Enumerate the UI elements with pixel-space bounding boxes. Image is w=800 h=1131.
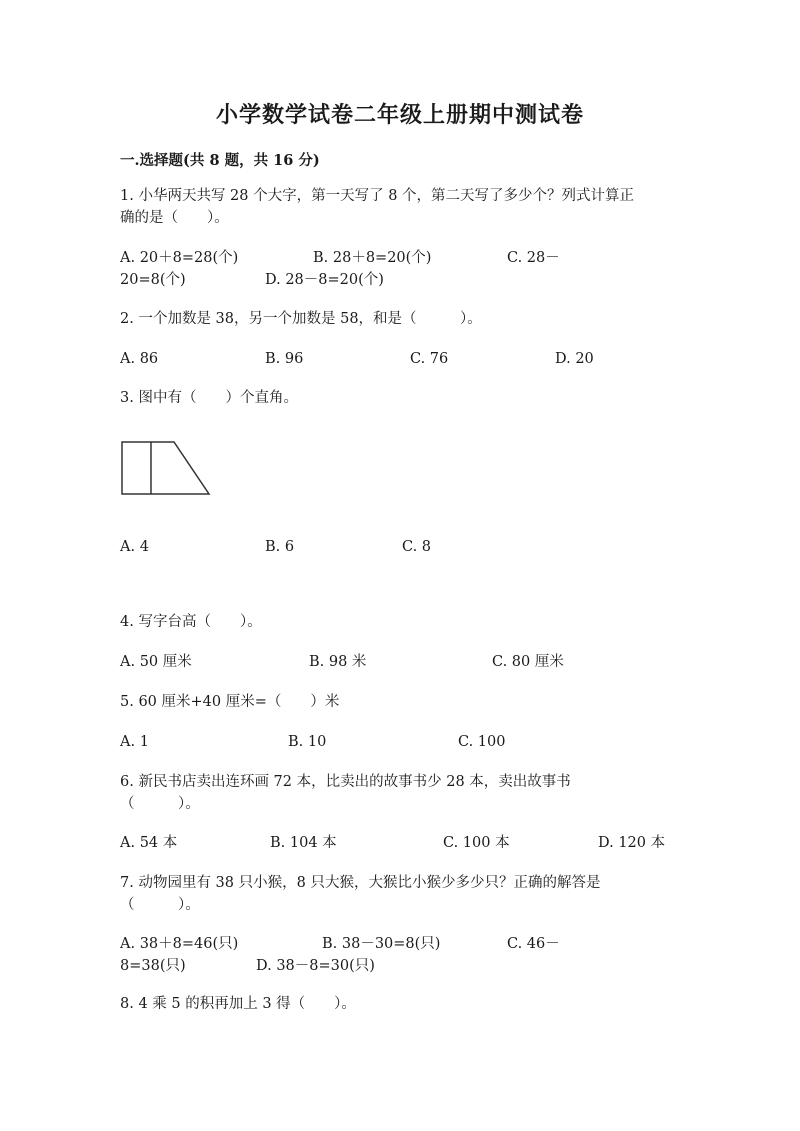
- q6-option-b: B. 104 本: [270, 835, 337, 851]
- q7-option-b: B. 38－30=8(只): [322, 936, 441, 952]
- q7-option-d: D. 38－8=30(只): [256, 958, 375, 974]
- q4-option-c: C. 80 厘米: [492, 654, 564, 670]
- q5-option-a: A. 1: [120, 734, 149, 750]
- q3-option-b: B. 6: [265, 539, 295, 555]
- q3-stem: 3. 图中有（ ）个直角。: [120, 390, 298, 406]
- q2-option-a: A. 86: [120, 351, 159, 367]
- q7-stem-line2: （ ）。: [120, 897, 200, 913]
- q2-option-b: B. 96: [265, 351, 304, 367]
- q1-option-a: A. 20＋8=28(个): [120, 250, 239, 266]
- q4-option-b: B. 98 米: [309, 654, 367, 670]
- q8-stem: 8. 4 乘 5 的积再加上 3 得（ ）。: [120, 996, 356, 1012]
- q1-option-c: C. 28－: [507, 250, 560, 266]
- page-title: 小学数学试卷二年级上册期中测试卷: [215, 102, 584, 128]
- q2-option-c: C. 76: [410, 351, 449, 367]
- q7-option-c: C. 46－: [507, 936, 560, 952]
- q6-stem-line2: （ ）。: [120, 796, 200, 812]
- q3-option-a: A. 4: [120, 539, 149, 555]
- q7-stem-line1: 7. 动物园里有 38 只小猴，8 只大猴，大猴比小猴少多少只？正确的解答是: [120, 875, 601, 891]
- q1-stem-line1: 1. 小华两天共写 28 个大字，第一天写了 8 个，第二天写了多少个？列式计算正: [120, 188, 635, 204]
- q1-stem-line2: 确的是（ ）。: [120, 210, 229, 226]
- q1-option-b: B. 28＋8=20(个): [313, 250, 432, 266]
- q5-option-b: B. 10: [288, 734, 327, 750]
- q2-option-d: D. 20: [555, 351, 594, 367]
- q3-option-c: C. 8: [402, 539, 432, 555]
- q6-option-d: D. 120 本: [598, 835, 666, 851]
- q5-stem: 5. 60 厘米+40 厘米=（ ）米: [120, 694, 340, 710]
- q4-stem: 4. 写字台高（ ）。: [120, 614, 262, 630]
- q1-option-d: D. 28－8=20(个): [265, 272, 384, 288]
- q7-option-c-cont: 8=38(只): [120, 958, 186, 974]
- q5-option-c: C. 100: [458, 734, 506, 750]
- right-angle-figure: [120, 440, 220, 500]
- section-heading: 一.选择题(共 8 题，共 16 分): [120, 152, 320, 169]
- q2-stem: 2. 一个加数是 38，另一个加数是 58，和是（ ）。: [120, 311, 482, 327]
- q7-option-a: A. 38＋8=46(只): [120, 936, 239, 952]
- q6-option-a: A. 54 本: [120, 835, 178, 851]
- q6-option-c: C. 100 本: [443, 835, 510, 851]
- q6-stem-line1: 6. 新民书店卖出连环画 72 本，比卖出的故事书少 28 本，卖出故事书: [120, 774, 571, 790]
- q1-option-c-cont: 20=8(个): [120, 272, 186, 288]
- q4-option-a: A. 50 厘米: [120, 654, 192, 670]
